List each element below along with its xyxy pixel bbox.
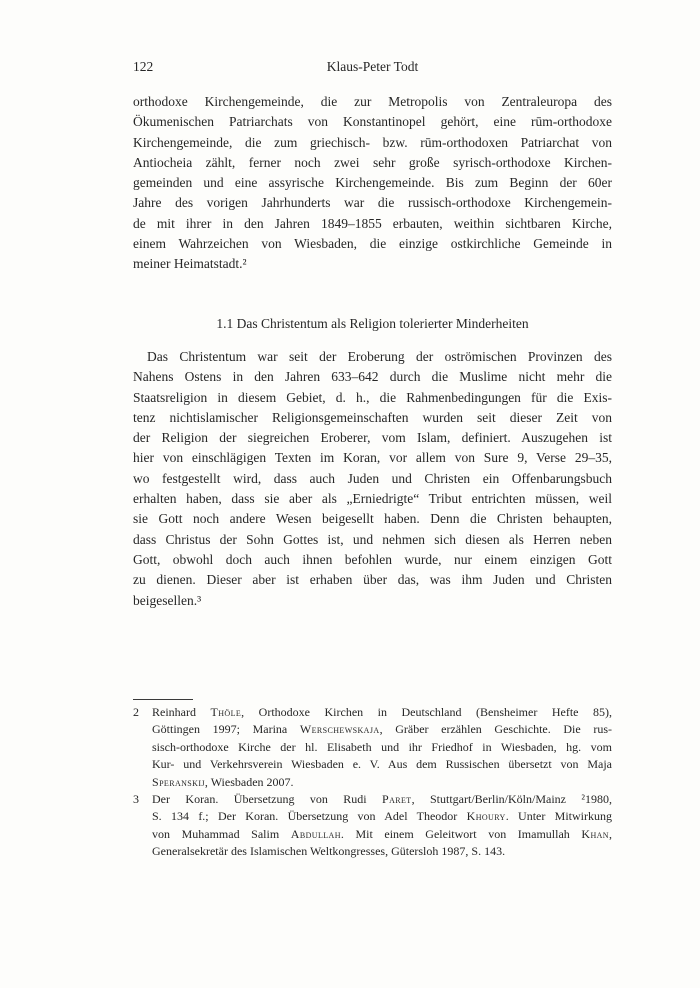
text-line: beigesellen.³: [133, 592, 202, 608]
page-number: 122: [133, 59, 154, 74]
text-line: Kirchengemeinde, die zum griechisch- bzw. rūm-orthodoxen Patriarchat von: [133, 134, 612, 150]
text-line: Nahens Ostens in den Jahren 633–642 durch die Muslime nicht mehr die: [133, 369, 612, 385]
running-header: [133, 59, 612, 77]
text-line: de mit ihrer in den Jahren 1849–1855 erbauten, weithin sichtbaren Kirche,: [133, 215, 612, 231]
text-line: dass Christus der Sohn Gottes ist, und nehmen sich diesen als Herren neben: [133, 531, 612, 547]
text-line: gemeinden und eine assyrische Kirchengemeinde. Bis zum Beginn der 60er: [133, 175, 612, 191]
text-line: Staatsreligion in diesem Gebiet, d. h., die Rahmenbedingungen für die Exis-: [133, 389, 612, 405]
footnote: [133, 704, 612, 791]
text-line: Göttingen 1997; Marina Werschewskaja, Gräber erzählen Geschichte. Die rus-: [152, 722, 612, 737]
text-line: Reinhard Thöle, Orthodoxe Kirchen in Deutschland (Bensheimer Hefte 85),: [152, 705, 612, 719]
footnote-area: [133, 699, 612, 861]
text-line: erhalten haben, dass sie aber als „Erniedrigte“ Tribut entrichten müssen, weil: [133, 491, 612, 507]
footnote: [133, 791, 612, 861]
text-line: Kur- und Verkehrsverein Wiesbaden e. V. Aus dem Russischen übersetzt von Maja: [152, 757, 612, 772]
text-line: meiner Heimatstadt.²: [133, 256, 247, 272]
text-line: Jahre des vorigen Jahrhunderts war die russisch-orthodoxe Kirchengemein-: [133, 195, 612, 211]
footnote-list: [133, 704, 612, 861]
section-heading: 1.1 Das Christentum als Religion tolerierter Minderheiten: [216, 316, 529, 331]
footnote-separator-rule: [133, 699, 193, 700]
text-line: zu dienen. Dieser aber ist erhaben über das, was ihm Juden und Christen: [133, 572, 612, 588]
text-line: hier von einschlägigen Texten im Koran, vor allem von Sure 9, Verse 29–35,: [133, 450, 612, 466]
text-line: tenz nichtislamischer Religionsgemeinschaften wurden seit dieser Zeit von: [133, 409, 612, 425]
footnote-text: [152, 704, 612, 791]
text-line: S. 134 f.; Der Koran. Übersetzung von Adel Theodor Khoury. Unter Mitwirkung: [152, 809, 612, 824]
footnote-text: [152, 791, 612, 861]
text-line: einem Wahrzeichen von Wiesbaden, die einzige ostkirchliche Gemeinde in: [133, 236, 612, 252]
text-line: Speranskij, Wiesbaden 2007.: [152, 774, 294, 789]
text-line: sisch-orthodoxe Kirche der hl. Elisabeth und ihr Friedhof in Wiesbaden, hg. vom: [152, 739, 612, 754]
text-line: sie Gott noch andere Wesen beigesellt haben. Denn die Christen behaupten,: [133, 511, 612, 527]
paragraph-body: [133, 347, 612, 611]
text-line: wo festgestellt wird, dass auch Juden und Christen ein Offenbarungsbuch: [133, 470, 612, 486]
text-line: von Muhammad Salim Abdullah. Mit einem Geleitwort von Imamullah Khan,: [152, 826, 612, 841]
text-line: Gott, obwohl doch auch ihnen befohlen wurde, nur einem einzigen Gott: [133, 551, 612, 567]
paragraph-continued: [133, 92, 612, 275]
text-line: der Religion der siegreichen Eroberer, vom Islam, definiert. Auszugehen ist: [133, 430, 612, 446]
running-head-author: Klaus-Peter Todt: [326, 59, 419, 74]
footnote-number: 2: [133, 705, 139, 719]
text-line: orthodoxe Kirchengemeinde, die zur Metropolis von Zentraleuropa des: [133, 94, 612, 109]
footnote-number: 3: [133, 791, 139, 806]
text-line: Das Christentum war seit der Eroberung der oströmischen Provinzen des: [147, 349, 612, 364]
text-line: Antiocheia zählt, ferner noch zwei sehr große syrisch-orthodoxe Kirchen-: [133, 154, 612, 170]
text-line: Generalsekretär des Islamischen Weltkongresses, Gütersloh 1987, S. 143.: [152, 844, 506, 859]
text-line: Der Koran. Übersetzung von Rudi Paret, Stuttgart/Berlin/Köln/Mainz ²1980,: [152, 791, 612, 806]
text-line: Ökumenischen Patriarchats von Konstantinopel gehört, eine rūm-orthodoxe: [133, 114, 612, 130]
